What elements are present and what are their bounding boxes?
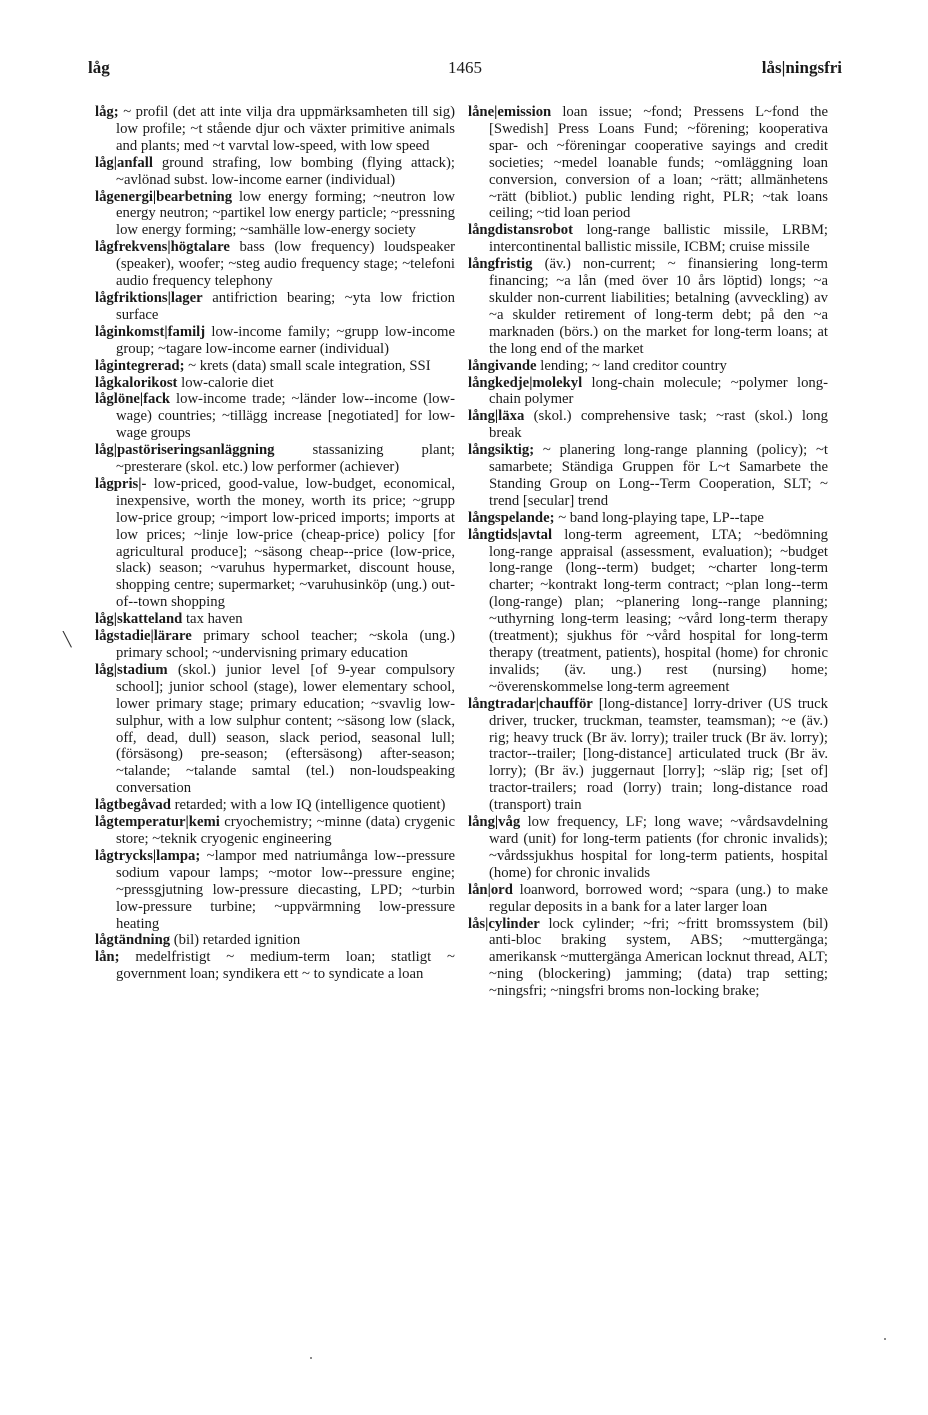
dictionary-entry bbox=[468, 696, 828, 814]
entry-headword: lån; bbox=[95, 949, 120, 966]
dictionary-entry bbox=[95, 848, 455, 933]
entry-definition: tax haven bbox=[182, 611, 243, 628]
entry-definition: (skol.) comprehensive task; ~rast (skol.) long break bbox=[489, 408, 828, 442]
dictionary-entry bbox=[468, 358, 828, 375]
dictionary-entry bbox=[468, 408, 828, 442]
entry-headword: låg|anfall bbox=[95, 154, 153, 171]
entry-definition: antifriction bearing; ~yta low friction surface bbox=[116, 289, 455, 323]
left-column bbox=[95, 104, 455, 983]
entry-headword: lås|cylinder bbox=[468, 915, 540, 932]
dictionary-entry bbox=[95, 797, 455, 814]
entry-definition: ground strafing, low bombing (flying attack); ~avlönad subst. low-income earner (individual) bbox=[116, 154, 455, 188]
dictionary-entry bbox=[95, 611, 455, 628]
dictionary-entry bbox=[95, 391, 455, 442]
entry-definition: (bil) retarded ignition bbox=[170, 932, 301, 949]
dictionary-entry bbox=[95, 476, 455, 611]
dictionary-entry bbox=[95, 358, 455, 375]
entry-headword: lågfriktions|lager bbox=[95, 289, 203, 306]
entry-headword: lågtbegåvad bbox=[95, 797, 171, 814]
dictionary-entry bbox=[468, 375, 828, 409]
entry-definition: long-term agreement, LTA; ~bedömning long-range appraisal (assessment, evaluation); ~budget long-range (long--term) budget; ~charter long-term charter; ~kontrakt long-term contract; ~plan long--term (long-range) plan; ~planering long--range planning; ~uthyrning long-term leasing; ~vård long-term therapy (treatment); sjukhus för ~vård hospital for long-term therapy (treatment, patients), hospital (home) for chronic invalids; (äv. ung.) rest (nursing) home; ~överenskommelse long-term agreement bbox=[489, 526, 828, 695]
dictionary-entry bbox=[468, 882, 828, 916]
entry-definition: long-chain molecule; ~polymer long-chain polymer bbox=[489, 374, 828, 408]
dictionary-entry bbox=[95, 290, 455, 324]
entry-headword: lån|ord bbox=[468, 881, 513, 898]
speck bbox=[310, 1357, 312, 1359]
entry-definition: low energy forming; ~neutron low energy neutron; ~partikel low energy particle; ~pressning low energy forming; ~samhälle low-energy society bbox=[116, 188, 455, 239]
dictionary-entry bbox=[95, 375, 455, 392]
entry-definition: lending; ~ land creditor country bbox=[536, 357, 727, 374]
entry-headword: låglöne|fack bbox=[95, 391, 171, 408]
entry-definition: low-income family; ~grupp low-income group; ~tagare low-income earner (individual) bbox=[116, 323, 455, 357]
header-left-guideword: låg bbox=[88, 58, 110, 77]
entry-headword: lågintegrerad; bbox=[95, 357, 185, 374]
dictionary-entry bbox=[468, 442, 828, 510]
entry-headword: lågtemperatur|kemi bbox=[95, 814, 220, 831]
entry-definition: (äv.) non-current; ~ finansiering long-term financing; ~a lån (med över 10 års löptid) longs; ~a skulder non-current liabilities; betalning (avveckling) av ~a skulder retirement of long-term debt; på den ~a marknaden (börs.) on the market for long-term loans; at the long end of the market bbox=[489, 256, 828, 357]
entry-definition: medelfristigt ~ medium-term loan; statligt ~ government loan; syndikera ett ~ to syndicate a loan bbox=[116, 949, 455, 983]
entry-headword: långtids|avtal bbox=[468, 526, 553, 543]
dictionary-entry bbox=[468, 916, 828, 1001]
entry-definition: stassanizing plant; ~presterare (skol. etc.) low performer (achiever) bbox=[116, 442, 455, 476]
entry-headword: lågenergi|bearbetning bbox=[95, 188, 233, 205]
entry-headword: långkedje|molekyl bbox=[468, 374, 583, 391]
entry-headword: lågkalorikost bbox=[95, 374, 178, 391]
entry-definition: retarded; with a low IQ (intelligence quotient) bbox=[170, 797, 446, 814]
entry-definition: low frequency, LF; long wave; ~vårdsavdelning ward (unit) for long-term patients (for chronic invalids); ~vårdssjukhus hospital for long-term patients, hospital (home) for chronic invalids bbox=[489, 814, 828, 881]
dictionary-entry bbox=[468, 814, 828, 882]
right-column bbox=[468, 104, 828, 1000]
entry-definition: primary school teacher; ~skola (ung.) primary school; ~undervisning primary education bbox=[116, 628, 455, 661]
dictionary-entry bbox=[95, 189, 455, 240]
entry-definition: ~lampor med natriumånga low--pressure sodium vapour lamps; ~motor low--pressure engine; ~pressgjutning low-pressure diecasting, LPD; ~turbin low-pressure turbine; ~uppvärmning low-pressure heating bbox=[116, 847, 455, 932]
page-header bbox=[88, 58, 842, 86]
header-right-guideword: lås|ningsfri bbox=[761, 58, 842, 77]
entry-headword: låg|stadium bbox=[95, 661, 168, 678]
entry-headword: låg|pastöriseringsanläggning bbox=[95, 442, 275, 459]
entry-headword: låg|skatteland bbox=[95, 611, 183, 628]
dictionary-entry bbox=[468, 527, 828, 696]
entry-definition: bass (low frequency) loudspeaker (speaker), woofer; ~steg audio frequency stage; ~telefoni audio frequency telephony bbox=[116, 239, 455, 290]
entry-headword: långsiktig; bbox=[468, 442, 535, 459]
dictionary-entry bbox=[468, 510, 828, 527]
dictionary-entry bbox=[95, 949, 455, 983]
entry-headword: lång|våg bbox=[468, 814, 521, 831]
dictionary-entry bbox=[95, 814, 455, 848]
dictionary-entry bbox=[95, 628, 455, 662]
entry-headword: lång|läxa bbox=[468, 408, 525, 425]
margin-mark: ╲ bbox=[63, 632, 72, 648]
entry-definition: long-range ballistic missile, LRBM; intercontinental ballistic missile, ICBM; cruise missile bbox=[489, 222, 828, 256]
entry-definition: [long-distance] lorry-driver (US truck driver, trucker, truckman, teamster, teamsman); ~e (äv.) rig; heavy truck (Br äv. lorry); trailer truck (Br äv. lorry); tractor--trailer; [long-distance] articulated truck (Br äv. lorry); (Br äv.) juggernaut [lorry]; ~släp rig; [set of] tractor-trailers; road (lorry) train; long-distance road (transport) train bbox=[489, 695, 828, 814]
entry-headword: låginkomst|familj bbox=[95, 323, 206, 340]
entry-headword: lågtändning bbox=[95, 932, 171, 949]
entry-definition: ~ planering long-range planning (policy); ~t samarbete; Ständiga Gruppen för L~t Samarbete the Standing Group on Long--Term Cooperation, SLT; ~ trend [secular] trend bbox=[489, 442, 828, 509]
entry-headword: lågpris|- bbox=[95, 475, 147, 492]
entry-headword: lågtrycks|lampa; bbox=[95, 847, 201, 864]
dictionary-entry bbox=[95, 104, 455, 155]
entry-headword: långivande bbox=[468, 357, 537, 374]
entry-headword: låg; bbox=[95, 104, 119, 120]
entry-headword: långspelande; bbox=[468, 509, 555, 526]
dictionary-entry bbox=[468, 222, 828, 256]
dictionary-entry bbox=[95, 662, 455, 797]
page-number: 1465 bbox=[448, 58, 482, 77]
entry-definition: lock cylinder; ~fri; ~fritt bromssystem (bil) anti-bloc braking system, ABS; ~muttergänga; amerikansk ~muttergänga American locknut thread, ALT; ~ning (blockering) jamming; (data) trap setting; ~ningsfri; ~ningsfri broms non-locking brake; bbox=[489, 915, 828, 1000]
entry-definition: low-income trade; ~länder low--income (low-wage) countries; ~tillägg increase [negotiated] for low-wage groups bbox=[116, 391, 455, 442]
dictionary-entry bbox=[468, 104, 828, 222]
entry-definition: cryochemistry; ~minne (data) crygenic store; ~teknik cryogenic engineering bbox=[116, 814, 455, 847]
entry-definition: ~ band long-playing tape, LP--tape bbox=[554, 509, 764, 526]
entry-headword: långfristig bbox=[468, 256, 533, 273]
dictionary-entry bbox=[95, 442, 455, 476]
speck bbox=[884, 1338, 886, 1340]
entry-headword: låne|emission bbox=[468, 104, 552, 120]
dictionary-entry bbox=[95, 932, 455, 949]
dictionary-entry bbox=[95, 324, 455, 358]
entry-headword: långtradar|chaufför bbox=[468, 695, 593, 712]
entry-definition: (skol.) junior level [of 9-year compulsory school]; junior school (stage), lower elementary school, lower primary stage; primary education; ~svavlig low-sulphur, with a low sulphur content; ~säsong low (slack, off, dead, dull) season, slack period, seasonal lull; (försäsong) pre-season; (eftersäsong) after-season; ~talande; ~talande samtal (tel.) non-loudspeaking conversation bbox=[116, 661, 455, 797]
entry-definition: loanword, borrowed word; ~spara (ung.) to make regular deposits in a bank for a later larger loan bbox=[489, 881, 828, 915]
entry-headword: långdistansrobot bbox=[468, 222, 574, 239]
entry-definition: ~ profil (det att inte vilja dra uppmärksamheten till sig) low profile; ~t stående djur och växter primitive animals and plants; med ~t varvtal low-speed, with low speed bbox=[116, 104, 455, 154]
entry-definition: low-calorie diet bbox=[177, 374, 274, 391]
entry-definition: ~ krets (data) small scale integration, SSI bbox=[184, 357, 431, 374]
entry-headword: lågstadie|lärare bbox=[95, 628, 192, 645]
dictionary-entry bbox=[95, 239, 455, 290]
entry-headword: lågfrekvens|högtalare bbox=[95, 239, 230, 256]
dictionary-entry bbox=[468, 256, 828, 357]
dictionary-entry bbox=[95, 155, 455, 189]
entry-definition: low-priced, good-value, low-budget, economical, inexpensive, worth the money, worth its price; ~grupp low-price group; ~import low-priced imports; imports at low prices; ~linje low-price (cheap-price) policy [for agricultural produce]; ~säsong cheap--price (low-price, slack) season; ~varuhus hypermarket, discount house, shopping centre; supermarket; ~varuhusinköp (ung.) out-of--town shopping bbox=[116, 475, 455, 611]
entry-definition: loan issue; ~fond; Pressens L~fond the [Swedish] Press Loans Fund; ~förening; kooperativa spar- och ~föreningar cooperative sayings and credit societies; ~medel loanable funds; ~omläggning loan conversion, conversion of a loan; ~rätt; allmänhetens ~rätt (bibliot.) public lending right, PLR; ~tak loans ceiling; ~tid loan period bbox=[489, 104, 828, 222]
